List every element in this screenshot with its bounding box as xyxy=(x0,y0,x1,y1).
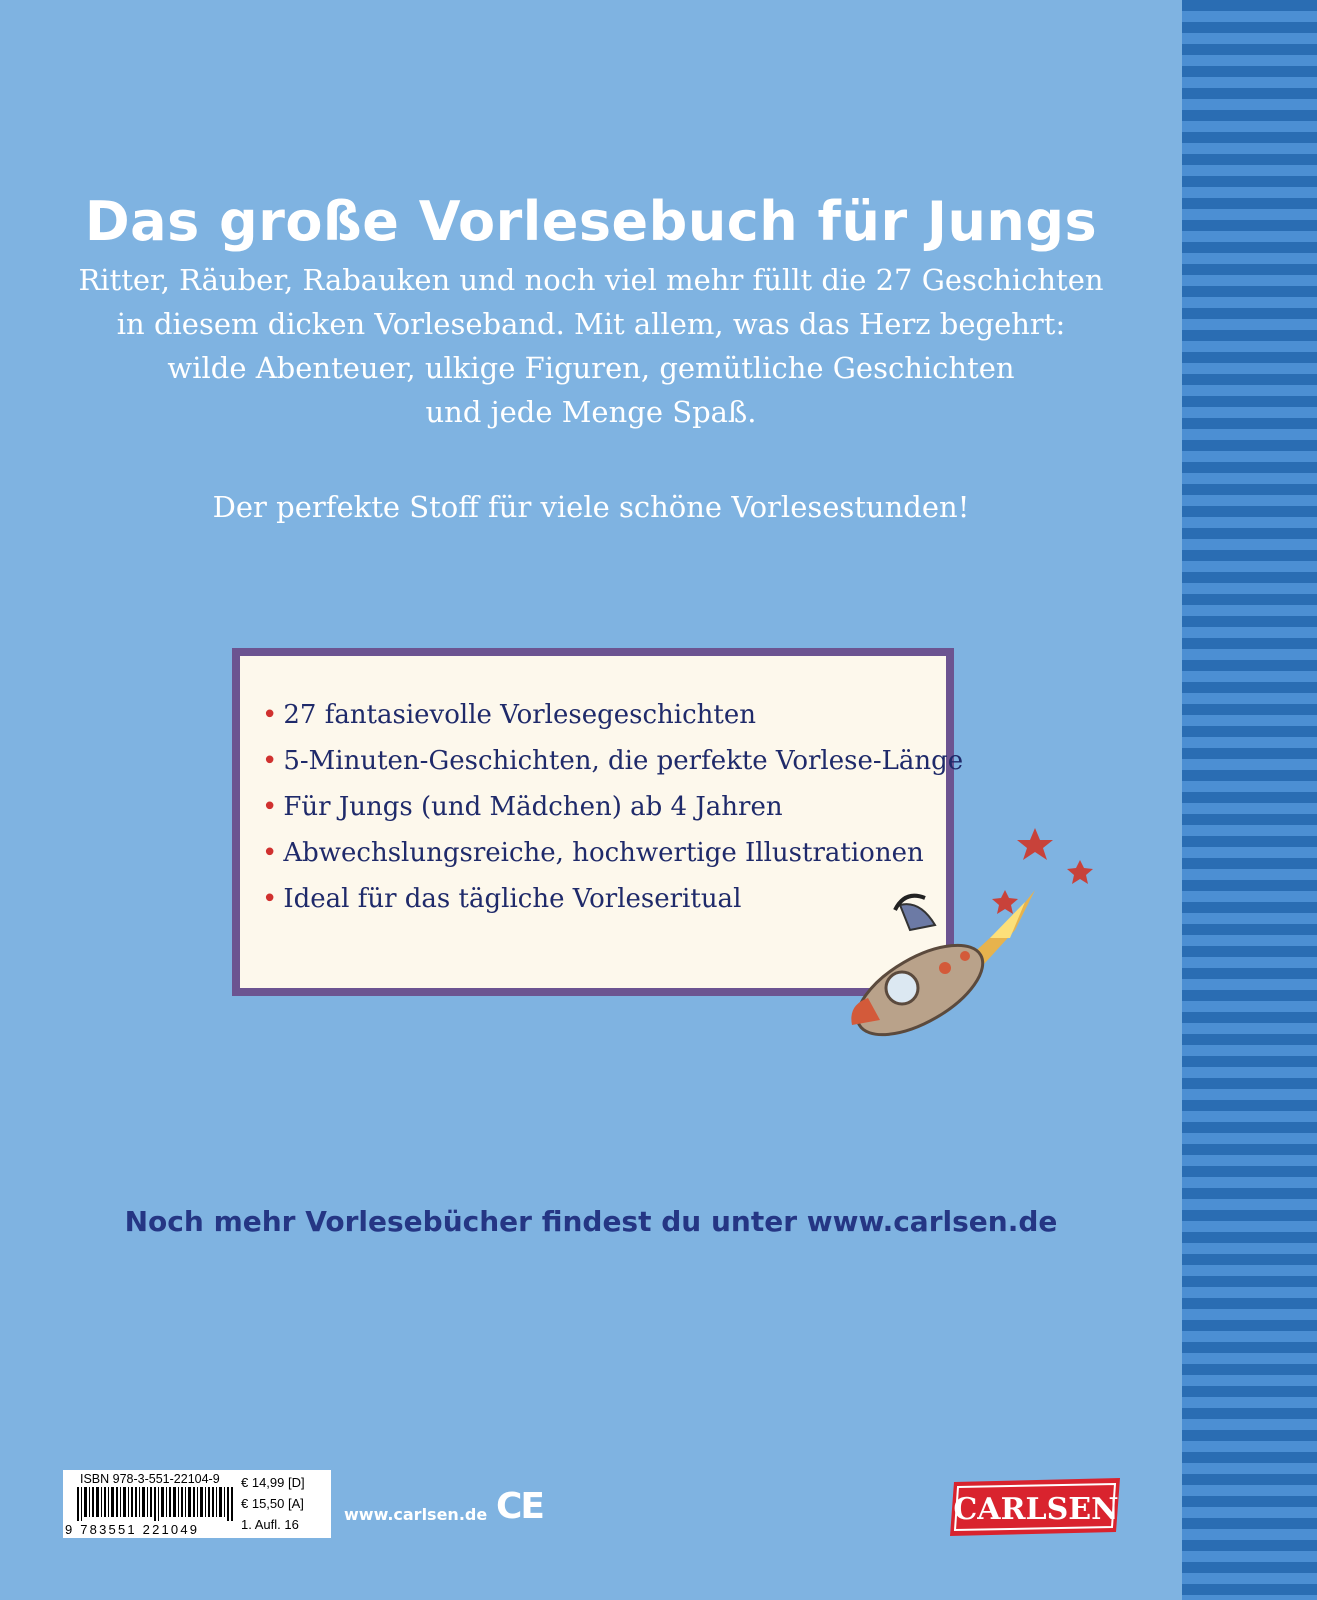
blurb-line: wilde Abenteuer, ulkige Figuren, gemütliche Geschichten xyxy=(167,351,1015,385)
ce-mark-icon: CE xyxy=(496,1486,544,1527)
feature-text: Für Jungs (und Mädchen) ab 4 Jahren xyxy=(283,792,783,822)
bullet-icon: • xyxy=(262,884,278,914)
tagline: Der perfekte Stoff für viele schöne Vorlesestunden! xyxy=(212,490,970,524)
bullet-icon: • xyxy=(262,746,278,776)
price-de: € 14,99 [D] xyxy=(241,1475,305,1490)
isbn-number: ISBN 978-3-551-22104-9 xyxy=(80,1472,220,1486)
website-url: www.carlsen.de xyxy=(344,1505,488,1524)
feature-text: Abwechslungsreiche, hochwertige Illustrationen xyxy=(283,838,924,868)
star-icon xyxy=(1067,860,1093,884)
price-at: € 15,50 [A] xyxy=(241,1496,304,1511)
price-list xyxy=(241,1472,305,1535)
feature-text: 27 fantasievolle Vorlesegeschichten xyxy=(283,700,756,730)
rocket-illustration xyxy=(840,820,1110,1040)
feature-text: 5-Minuten-Geschichten, die perfekte Vorlese-Länge xyxy=(283,746,964,776)
star-icon xyxy=(992,890,1018,914)
bullet-icon: • xyxy=(262,700,278,730)
logo-text: CARLSEN xyxy=(953,1492,1119,1527)
ean-number: 9 783551 221049 xyxy=(65,1522,200,1537)
rocket-icon xyxy=(843,890,1035,1040)
feature-item xyxy=(262,692,946,738)
carlsen-logo xyxy=(950,1478,1124,1536)
edition-note: 1. Aufl. 16 xyxy=(241,1517,299,1532)
headline: Das große Vorlesebuch für Jungs xyxy=(84,190,1098,253)
blurb-text xyxy=(60,258,1122,434)
star-icon xyxy=(1017,828,1053,860)
bullet-icon: • xyxy=(262,838,278,868)
feature-text: Ideal für das tägliche Vorleseritual xyxy=(283,884,742,914)
barcode-icon xyxy=(77,1487,235,1521)
spine-stripes xyxy=(1182,0,1317,1600)
footer-note: Noch mehr Vorlesebücher findest du unter www.carlsen.de xyxy=(124,1205,1058,1238)
feature-item xyxy=(262,738,964,784)
bullet-icon: • xyxy=(262,792,278,822)
blurb-line: Ritter, Räuber, Rabauken und noch viel mehr füllt die 27 Geschichten xyxy=(78,263,1104,297)
barcode-block xyxy=(63,1470,331,1538)
blurb-line: und jede Menge Spaß. xyxy=(425,395,757,429)
blurb-line: in diesem dicken Vorleseband. Mit allem, was das Herz begehrt: xyxy=(116,307,1066,341)
